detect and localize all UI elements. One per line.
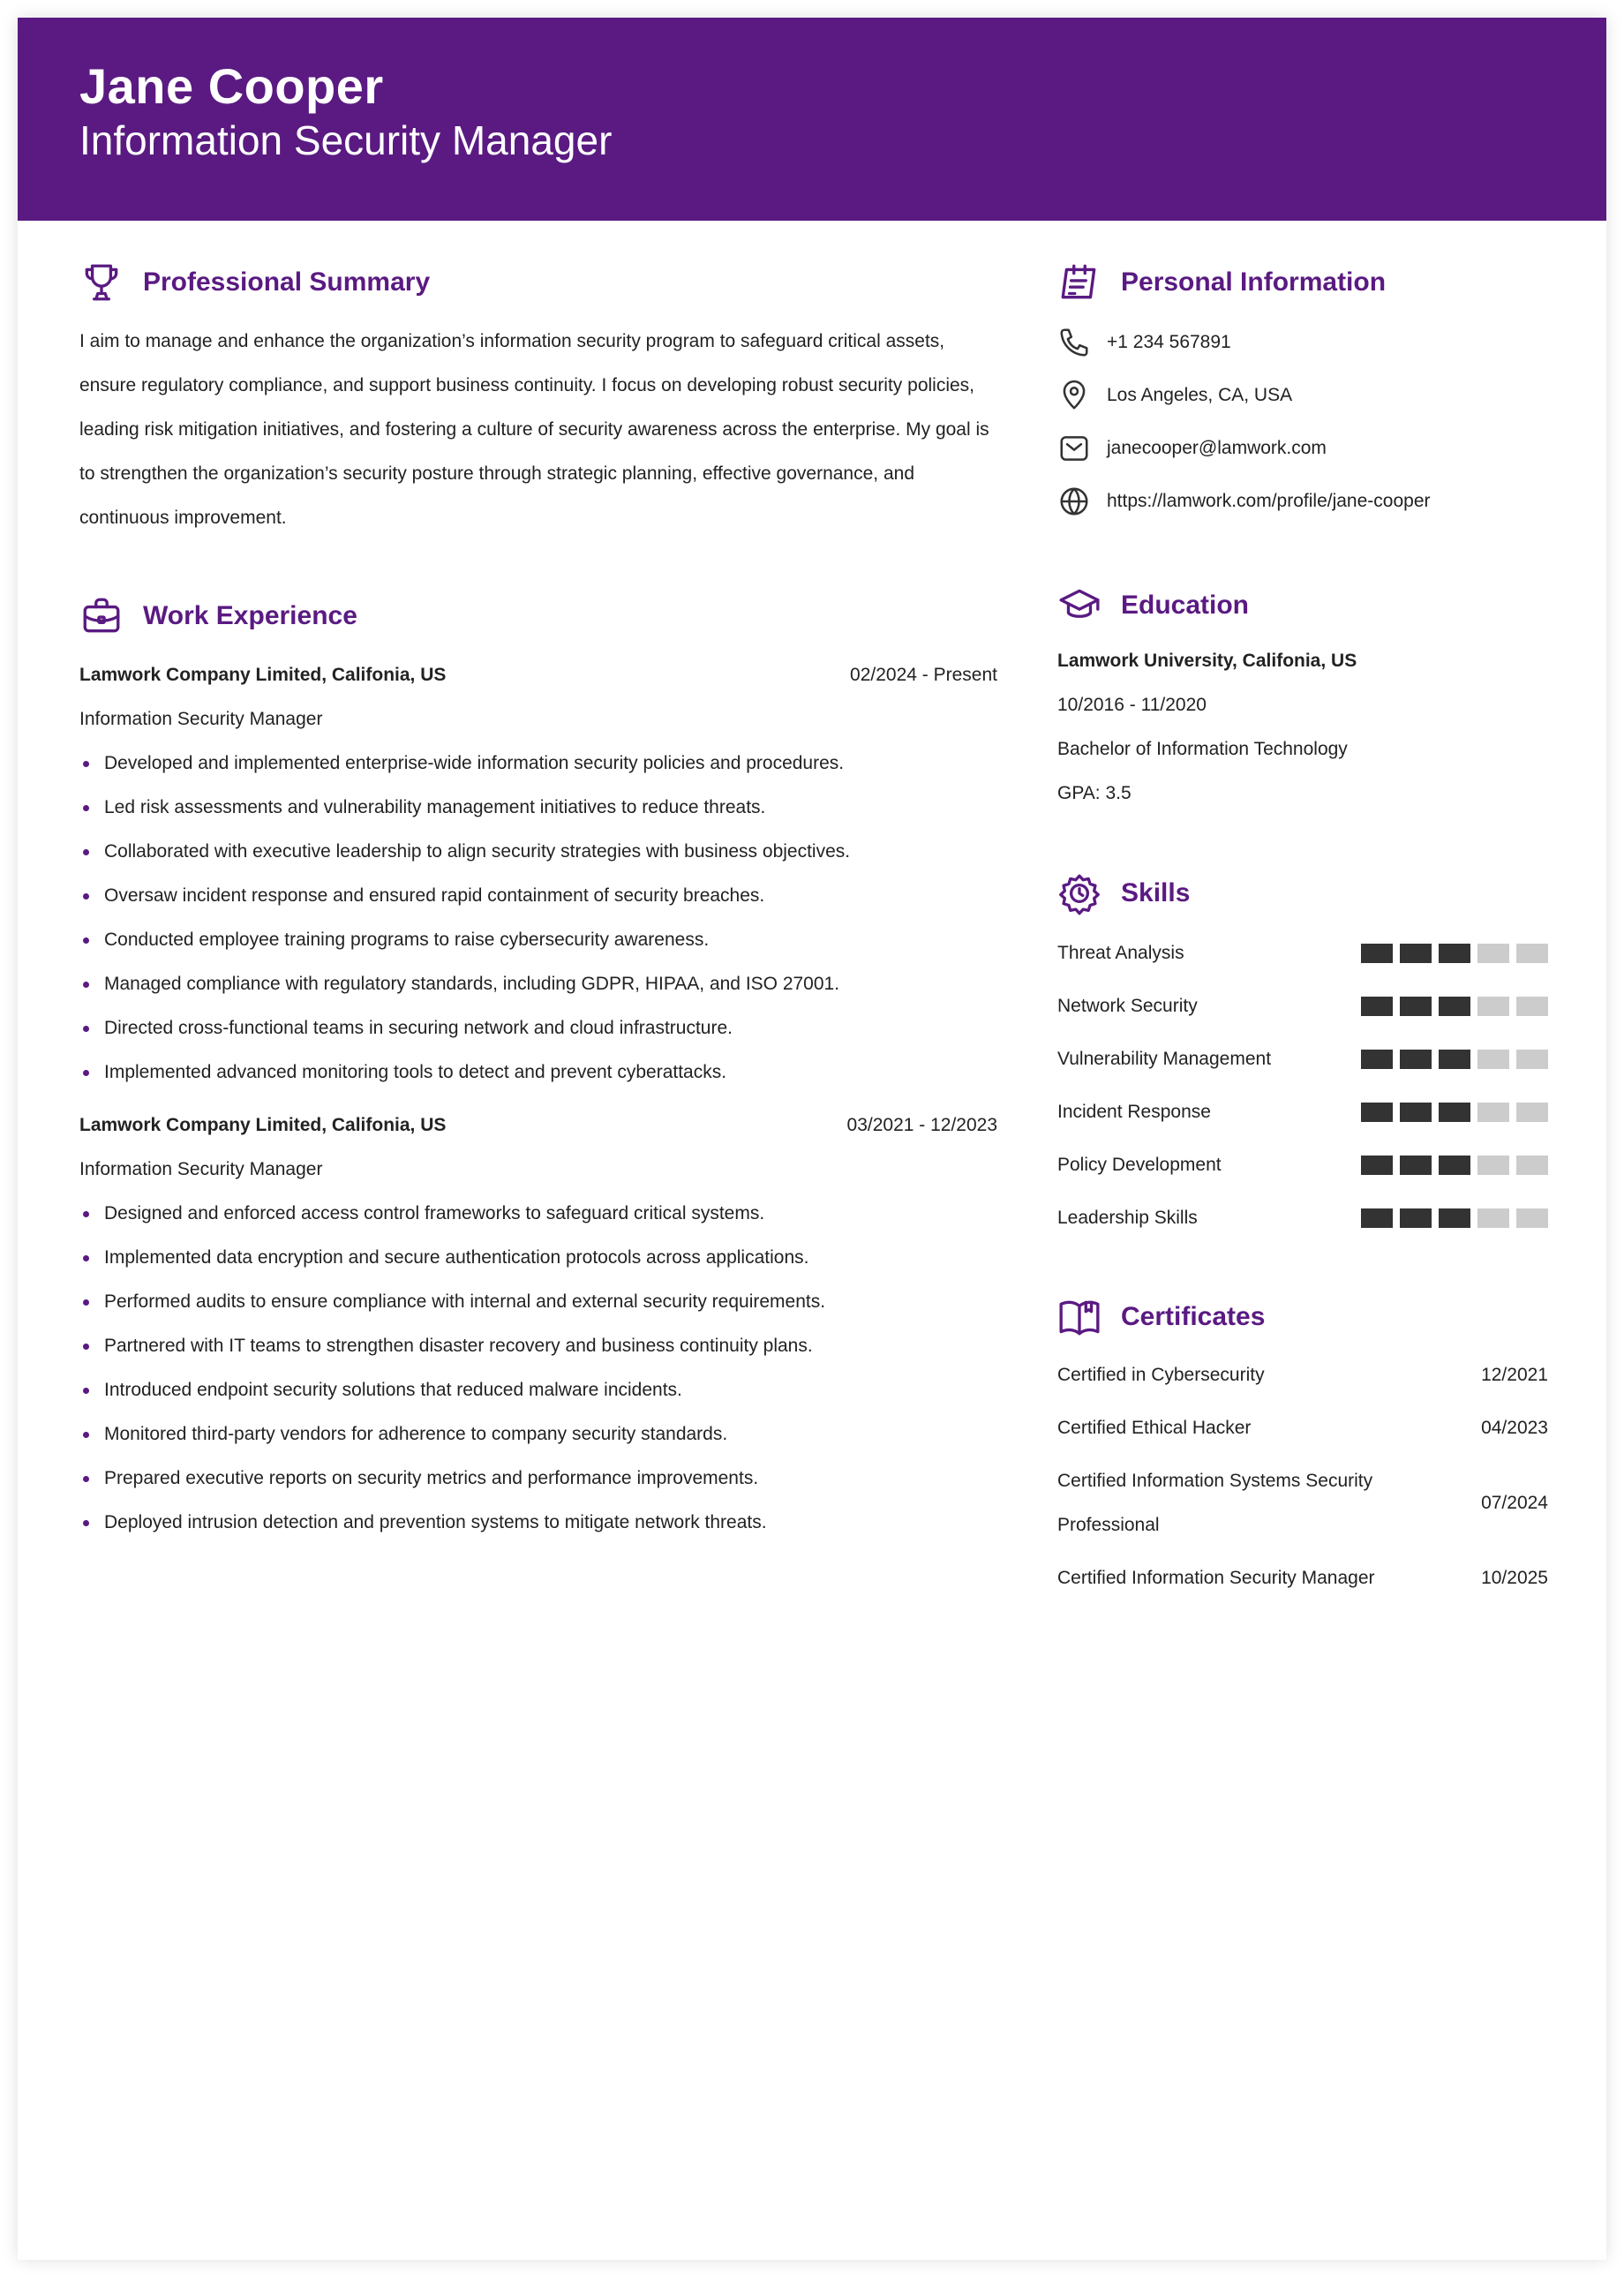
website-row	[1057, 475, 1548, 528]
job-company: Lamwork Company Limited, Califonia, US	[79, 665, 447, 685]
section-heading	[79, 590, 997, 643]
skill-name: Vulnerability Management	[1057, 1049, 1272, 1069]
job-header	[79, 653, 997, 697]
skill-row	[1057, 1139, 1548, 1192]
list-item: Oversaw incident response and ensured rapid containment of security breaches.	[79, 874, 997, 918]
list-item: Performed audits to ensure compliance with internal and external security requirements.	[79, 1280, 997, 1324]
skill-row	[1057, 927, 1548, 980]
trophy-icon	[79, 260, 124, 305]
graduation-cap-icon	[1057, 583, 1101, 628]
mail-icon	[1057, 432, 1091, 465]
right-column	[1057, 256, 1548, 1605]
skill-bar-empty	[1516, 1050, 1548, 1069]
section-heading	[1057, 579, 1548, 632]
phone-icon	[1057, 326, 1091, 359]
job-dates: 02/2024 - Present	[850, 665, 997, 685]
job-role: Information Security Manager	[79, 1159, 323, 1179]
section-heading	[1057, 867, 1548, 920]
skill-bar-filled	[1400, 1156, 1432, 1175]
list-item: Monitored third-party vendors for adherence to company security standards.	[79, 1412, 997, 1457]
skill-bar-filled	[1361, 1156, 1393, 1175]
list-item: Designed and enforced access control frameworks to safeguard critical systems.	[79, 1192, 997, 1236]
education-dates: 10/2016 - 11/2020	[1057, 695, 1207, 715]
skill-bar-filled	[1361, 997, 1393, 1016]
skill-bar-filled	[1439, 1156, 1470, 1175]
job-header	[79, 1103, 997, 1148]
skill-bar-filled	[1361, 1208, 1393, 1228]
skill-name: Leadership Skills	[1057, 1208, 1198, 1228]
skill-bar-empty	[1477, 997, 1509, 1016]
skill-name: Incident Response	[1057, 1102, 1211, 1122]
section-heading	[79, 256, 997, 309]
globe-icon	[1057, 485, 1091, 518]
job-role: Information Security Manager	[79, 709, 323, 729]
skill-bar-filled	[1439, 1103, 1470, 1122]
list-item: Prepared executive reports on security metrics and performance improvements.	[79, 1457, 997, 1501]
certificate-date: 10/2025	[1481, 1568, 1548, 1588]
left-column	[79, 256, 997, 1545]
skill-bar-filled	[1400, 1050, 1432, 1069]
professional-summary-section	[79, 256, 997, 540]
skill-name: Network Security	[1057, 996, 1198, 1016]
skill-bar-filled	[1439, 944, 1470, 963]
skill-bar-empty	[1477, 1156, 1509, 1175]
skill-bar-empty	[1477, 1050, 1509, 1069]
skill-bar-empty	[1516, 1103, 1548, 1122]
location-row	[1057, 369, 1548, 422]
skill-level-bars	[1361, 997, 1548, 1016]
list-item: Implemented advanced monitoring tools to detect and prevent cyberattacks.	[79, 1050, 997, 1095]
personal-information-section	[1057, 256, 1548, 528]
skill-level-bars	[1361, 1103, 1548, 1122]
gpa: GPA: 3.5	[1057, 783, 1132, 803]
certificate-name: Certified in Cybersecurity	[1057, 1365, 1265, 1385]
skill-bar-empty	[1516, 1208, 1548, 1228]
list-item: Implemented data encryption and secure authentication protocols across applications.	[79, 1236, 997, 1280]
list-item: Developed and implemented enterprise-wide information security policies and procedures.	[79, 742, 997, 786]
skill-name: Policy Development	[1057, 1155, 1222, 1175]
phone-value: +1 234 567891	[1107, 332, 1231, 352]
list-item: Managed compliance with regulatory standards, including GDPR, HIPAA, and ISO 27001.	[79, 962, 997, 1006]
skill-bar-empty	[1477, 944, 1509, 963]
list-item: Directed cross-functional teams in securing network and cloud infrastructure.	[79, 1006, 997, 1050]
section-title: Professional Summary	[143, 267, 431, 297]
skill-bar-empty	[1477, 1103, 1509, 1122]
section-title: Education	[1121, 591, 1250, 620]
certificate-row	[1057, 1455, 1548, 1552]
certificate-name: Certified Information Systems Security Professional	[1057, 1471, 1373, 1535]
section-title: Certificates	[1121, 1302, 1266, 1331]
skill-bar-filled	[1400, 944, 1432, 963]
job-bullets	[79, 742, 997, 1095]
email-row	[1057, 422, 1548, 475]
candidate-name: Jane Cooper	[79, 58, 384, 114]
certificate-row	[1057, 1552, 1548, 1605]
location-value: Los Angeles, CA, USA	[1107, 385, 1293, 405]
id-card-icon	[1057, 260, 1101, 305]
email-link[interactable]: janecooper@lamwork.com	[1107, 438, 1327, 458]
list-item: Conducted employee training programs to raise cybersecurity awareness.	[79, 918, 997, 962]
skill-bar-empty	[1516, 944, 1548, 963]
book-icon	[1057, 1295, 1101, 1339]
certificate-row	[1057, 1349, 1548, 1402]
list-item: Deployed intrusion detection and prevention systems to mitigate network threats.	[79, 1501, 997, 1545]
list-item: Collaborated with executive leadership to align security strategies with business objectives.	[79, 830, 997, 874]
skill-row	[1057, 1033, 1548, 1086]
skill-name: Threat Analysis	[1057, 943, 1184, 963]
skill-bar-filled	[1361, 944, 1393, 963]
section-title: Skills	[1121, 878, 1191, 907]
skill-bar-filled	[1439, 1208, 1470, 1228]
skill-bar-filled	[1439, 997, 1470, 1016]
certificate-date: 12/2021	[1481, 1365, 1548, 1385]
skill-bar-filled	[1361, 1050, 1393, 1069]
skill-level-bars	[1361, 1208, 1548, 1228]
summary-text: I aim to manage and enhance the organization’s information security program to safeguard critical assets, ensure regulatory compliance, and support business continuity. I focus on developing robust security policies, leading risk mitigation initiatives, and fostering a culture of security awareness across the enterprise. My goal is to strengthen the organization’s security posture through strategic planning, effective governance, and continuous improvement.	[79, 331, 989, 528]
resume-header	[18, 18, 1606, 221]
phone-row	[1057, 316, 1548, 369]
section-heading	[1057, 1291, 1548, 1344]
skill-bar-filled	[1400, 1208, 1432, 1228]
skill-bar-filled	[1439, 1050, 1470, 1069]
skill-bar-empty	[1477, 1208, 1509, 1228]
certificate-date: 04/2023	[1481, 1418, 1548, 1438]
section-heading	[1057, 256, 1548, 309]
section-title: Work Experience	[143, 601, 357, 630]
certificate-name: Certified Information Security Manager	[1057, 1568, 1375, 1588]
briefcase-icon	[79, 594, 124, 638]
skills-list	[1057, 927, 1548, 1245]
skill-row	[1057, 980, 1548, 1033]
education-section	[1057, 579, 1548, 816]
degree: Bachelor of Information Technology	[1057, 739, 1348, 759]
skill-bar-filled	[1361, 1103, 1393, 1122]
job-entry	[79, 1103, 997, 1545]
skill-bar-empty	[1516, 1156, 1548, 1175]
location-pin-icon	[1057, 379, 1091, 412]
skill-level-bars	[1361, 944, 1548, 963]
list-item: Partnered with IT teams to strengthen disaster recovery and business continuity plans.	[79, 1324, 997, 1368]
skill-level-bars	[1361, 1050, 1548, 1069]
job-company: Lamwork Company Limited, Califonia, US	[79, 1115, 447, 1135]
skill-row	[1057, 1086, 1548, 1139]
skill-level-bars	[1361, 1156, 1548, 1175]
job-dates: 03/2021 - 12/2023	[846, 1115, 997, 1135]
list-item: Introduced endpoint security solutions that reduced malware incidents.	[79, 1368, 997, 1412]
list-item: Led risk assessments and vulnerability management initiatives to reduce threats.	[79, 786, 997, 830]
skill-bar-empty	[1516, 997, 1548, 1016]
certificate-name: Certified Ethical Hacker	[1057, 1418, 1252, 1438]
candidate-title: Information Security Manager	[79, 117, 613, 164]
school-name: Lamwork University, Califonia, US	[1057, 651, 1357, 671]
certificate-date: 07/2024	[1481, 1493, 1548, 1513]
skills-section	[1057, 867, 1548, 1245]
job-bullets	[79, 1192, 997, 1545]
website-link[interactable]: https://lamwork.com/profile/jane-cooper	[1107, 491, 1431, 511]
gear-icon	[1057, 871, 1101, 915]
certificates-section	[1057, 1291, 1548, 1605]
work-experience-section	[79, 590, 997, 1545]
certificate-row	[1057, 1402, 1548, 1455]
section-title: Personal Information	[1121, 267, 1387, 297]
skill-bar-filled	[1400, 997, 1432, 1016]
resume-page	[18, 18, 1606, 2260]
skill-bar-filled	[1400, 1103, 1432, 1122]
job-entry	[79, 653, 997, 1095]
skill-row	[1057, 1192, 1548, 1245]
